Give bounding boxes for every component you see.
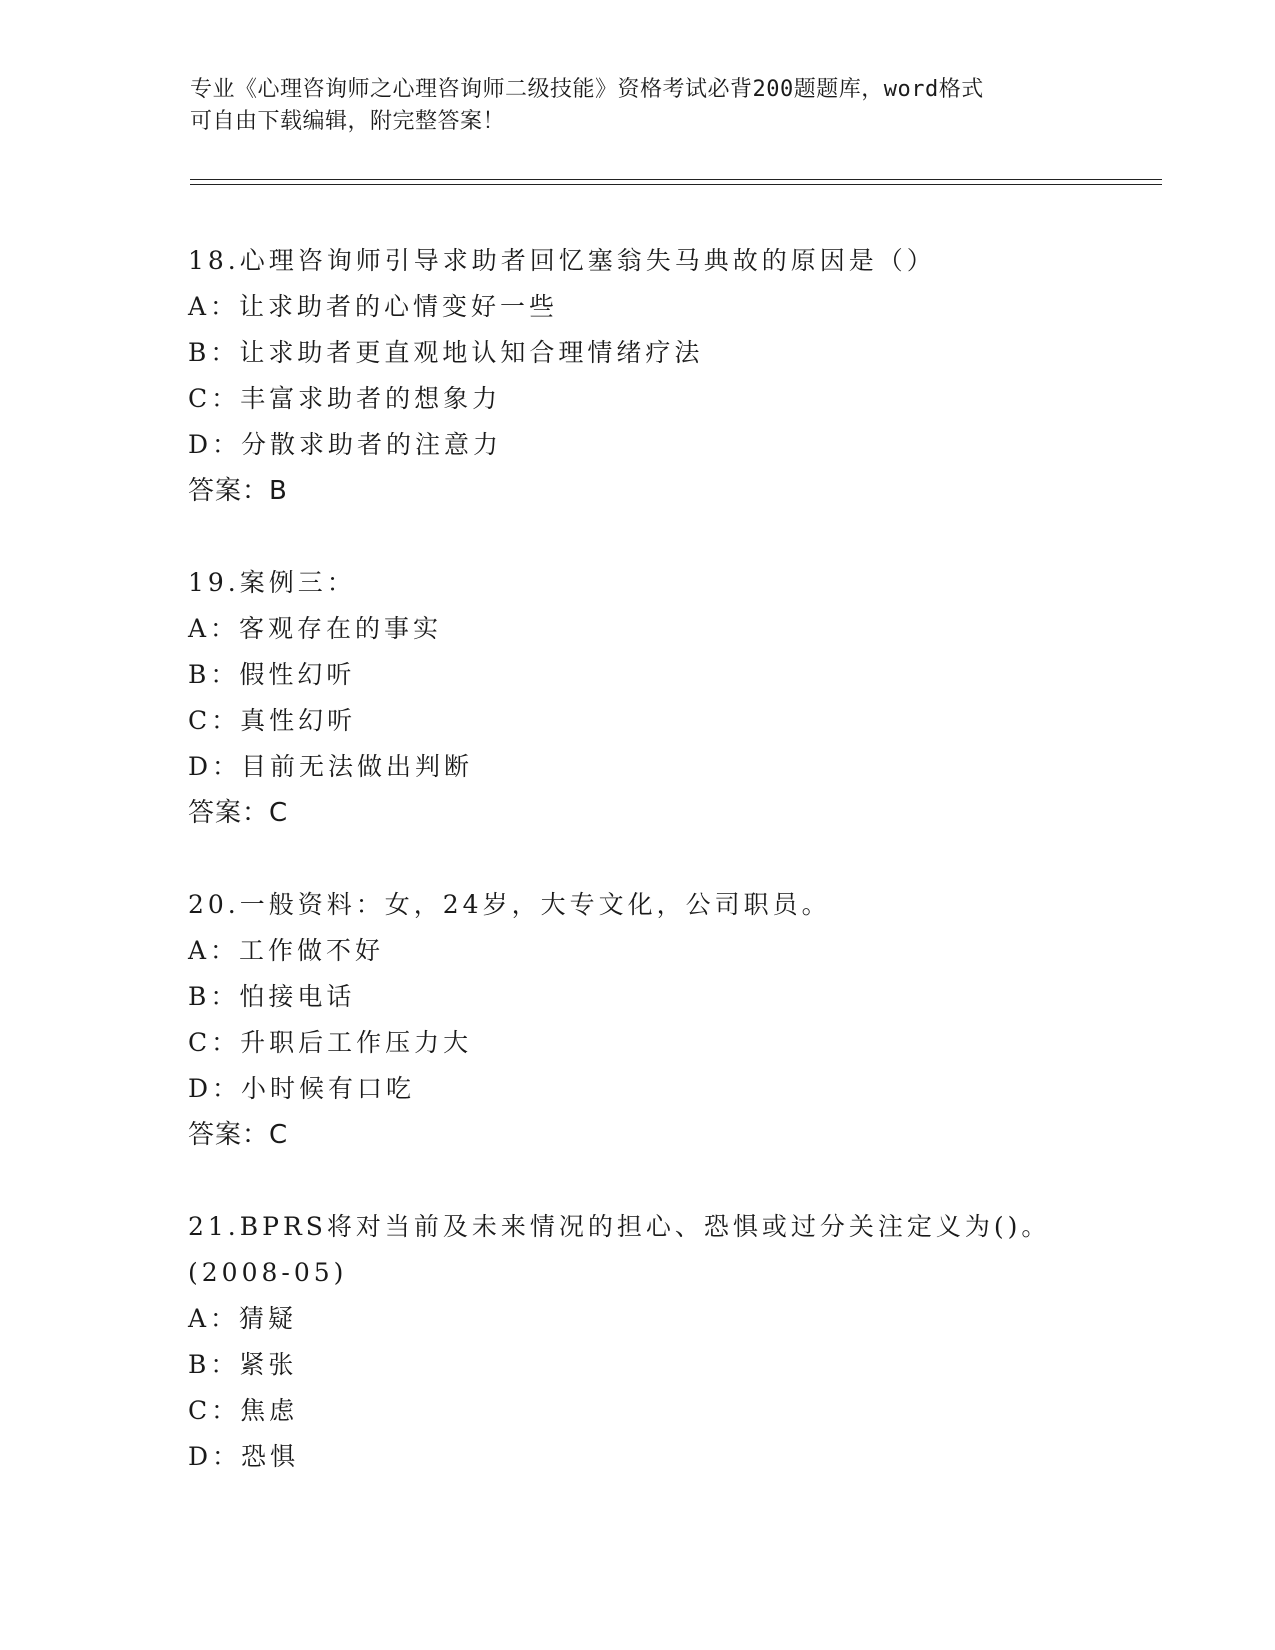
question-item	[188, 238, 1168, 514]
option-a: A：客观存在的事实	[188, 614, 443, 643]
option-b: B：怕接电话	[188, 982, 356, 1011]
option-b: B：让求助者更直观地认知合理情绪疗法	[188, 338, 704, 367]
question-stem: 19.案例三：	[188, 568, 356, 597]
header-line-1: 专业《心理咨询师之心理咨询师二级技能》资格考试必背200题题库，word格式	[190, 77, 984, 102]
header-divider-bottom	[190, 184, 1162, 185]
answer-line: 答案：C	[188, 1120, 289, 1150]
option-d: D：小时候有口吃	[188, 1074, 416, 1103]
question-stem-continued: (2008-05)	[188, 1258, 348, 1287]
option-a: A：猜疑	[188, 1304, 298, 1333]
question-list	[188, 238, 1168, 1526]
question-stem: 20.一般资料：女，24岁，大专文化，公司职员。	[188, 890, 831, 919]
answer-line: 答案：C	[188, 798, 289, 828]
option-c: C：丰富求助者的想象力	[188, 384, 502, 413]
option-b: B：假性幻听	[188, 660, 356, 689]
option-a: A：工作做不好	[188, 936, 385, 965]
question-item	[188, 882, 1168, 1158]
question-item	[188, 560, 1168, 836]
option-b: B：紧张	[188, 1350, 298, 1379]
question-stem: 18.心理咨询师引导求助者回忆塞翁失马典故的原因是（）	[188, 246, 936, 275]
option-d: D：恐惧	[188, 1442, 300, 1471]
option-c: C：真性幻听	[188, 706, 357, 735]
option-c: C：焦虑	[188, 1396, 299, 1425]
question-item	[188, 1204, 1168, 1480]
answer-line: 答案：B	[188, 476, 288, 506]
option-a: A：让求助者的心情变好一些	[188, 292, 559, 321]
document-header	[190, 74, 1090, 138]
option-d: D：分散求助者的注意力	[188, 430, 503, 459]
option-c: C：升职后工作压力大	[188, 1028, 473, 1057]
header-divider-top	[190, 179, 1162, 180]
header-line-2: 可自由下载编辑，附完整答案！	[190, 109, 506, 134]
option-d: D：目前无法做出判断	[188, 752, 474, 781]
question-stem: 21.BPRS将对当前及未来情况的担心、恐惧或过分关注定义为()。	[188, 1212, 1051, 1241]
